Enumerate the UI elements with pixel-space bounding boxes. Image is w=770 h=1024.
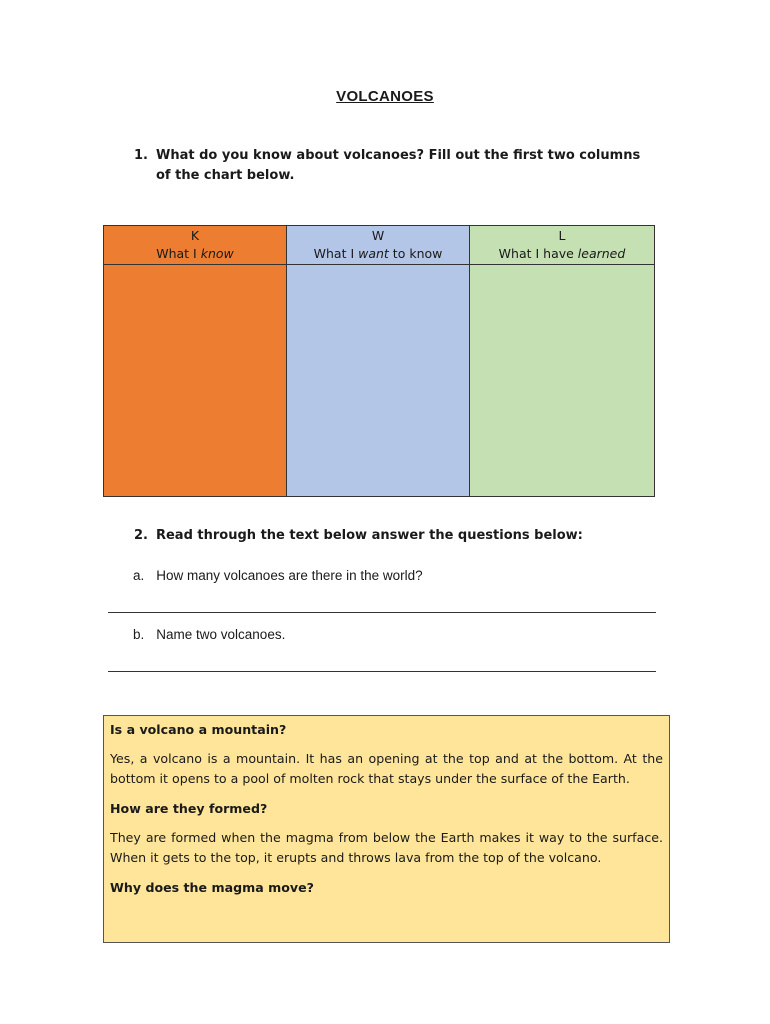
kwl-label-know-prefix: What I — [156, 246, 201, 261]
kwl-letter-l: L — [558, 228, 566, 243]
question-2b — [133, 627, 285, 642]
kwl-header-want — [287, 226, 470, 265]
question-2b-label: b. — [133, 627, 145, 642]
kwl-label-know — [104, 245, 286, 263]
question-2a-label: a. — [133, 568, 145, 583]
question-2-text: Read through the text below answer the questions below: — [155, 528, 583, 543]
kwl-label-want-suffix: to know — [388, 246, 443, 261]
passage-heading-2: How are they formed? — [110, 801, 268, 816]
kwl-label-learned-prefix: What I have — [498, 246, 578, 261]
answer-line-a[interactable] — [108, 612, 656, 613]
page-title: VOLCANOES — [336, 88, 434, 105]
kwl-letter-k: K — [190, 228, 200, 243]
kwl-want-cell[interactable] — [287, 265, 470, 497]
question-2a-text: How many volcanoes are there in the world? — [156, 568, 423, 583]
question-1-text: What do you know about volcanoes? Fill out the first two columns of the chart below. — [156, 148, 641, 183]
passage-paragraph-1: Yes, a volcano is a mountain. It has an opening at the top and at the bottom. At the bottom it opens to a pool of molten rock that stays under the surface of the Earth. — [110, 751, 663, 786]
kwl-body-row — [104, 265, 655, 497]
passage-heading-1: Is a volcano a mountain? — [110, 722, 287, 737]
kwl-label-want-emphasis: want — [358, 246, 389, 261]
kwl-header-learned — [470, 226, 655, 265]
kwl-header-know — [104, 226, 287, 265]
kwl-letter-w: W — [371, 228, 385, 243]
question-2 — [134, 528, 583, 543]
kwl-learned-cell[interactable] — [470, 265, 655, 497]
kwl-know-cell[interactable] — [104, 265, 287, 497]
question-1 — [134, 146, 654, 186]
kwl-label-want-prefix: What I — [313, 246, 359, 261]
question-2-number: 2. — [134, 528, 148, 543]
kwl-label-know-emphasis: know — [200, 246, 234, 261]
kwl-header-row — [104, 226, 655, 265]
question-2a — [133, 568, 423, 583]
kwl-chart — [103, 225, 655, 497]
question-1-number: 1. — [134, 148, 148, 163]
kwl-label-want — [287, 245, 469, 263]
question-2b-text: Name two volcanoes. — [156, 627, 286, 642]
reading-passage — [103, 715, 670, 943]
kwl-label-learned-emphasis: learned — [577, 246, 626, 261]
answer-line-b[interactable] — [108, 671, 656, 672]
passage-heading-3: Why does the magma move? — [110, 880, 314, 895]
kwl-label-learned — [470, 245, 654, 263]
passage-paragraph-2: They are formed when the magma from below the Earth makes it way to the surface. When it gets to the top, it erupts and throws lava from the top of the volcano. — [110, 830, 663, 865]
